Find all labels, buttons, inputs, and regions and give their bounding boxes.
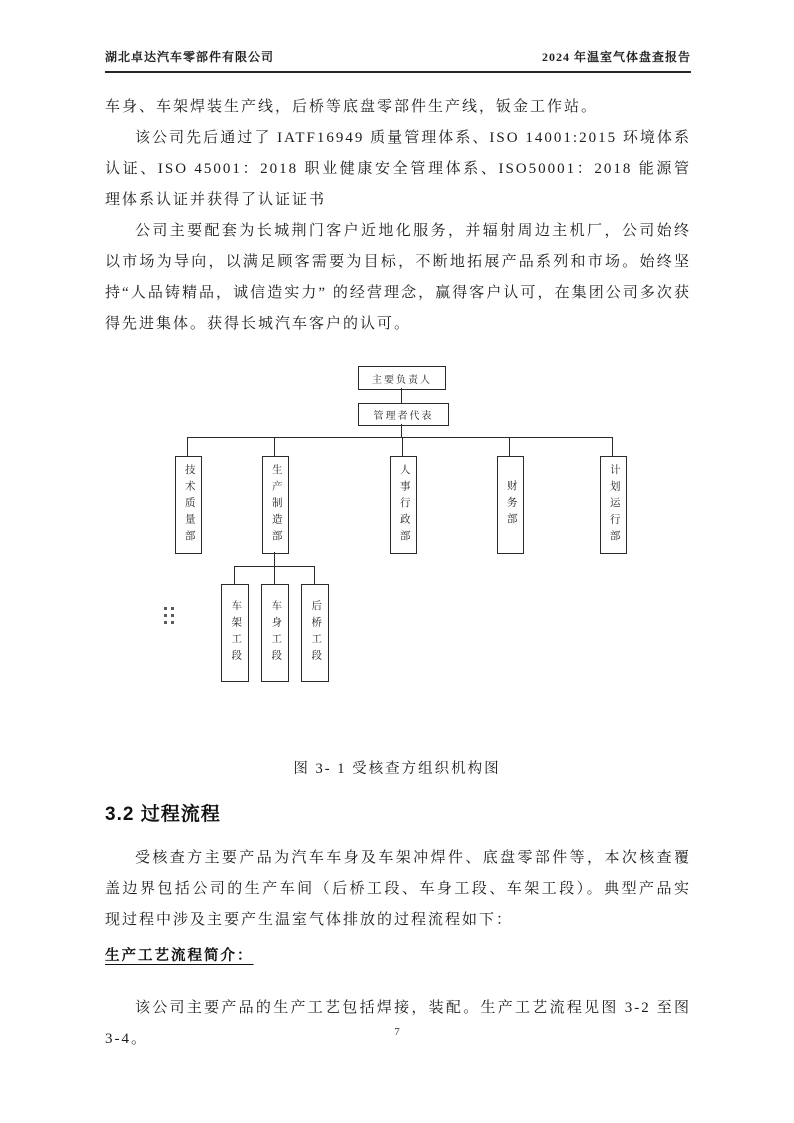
connector-line <box>234 566 235 584</box>
org-box-principal: 主要负责人 <box>358 366 446 390</box>
org-section-box-body <box>261 584 289 682</box>
connector-line <box>187 437 613 438</box>
section-heading: 3.2 过程流程 <box>105 804 221 825</box>
connector-line <box>612 437 613 456</box>
page-header <box>105 48 691 73</box>
paragraph-1: 车身、车架焊装生产线，后桥等底盘零部件生产线，钣金工作站。 <box>105 99 599 115</box>
figure-caption: 图 3- 1 受核查方组织机构图 <box>293 761 501 777</box>
org-dept-box-tech-quality <box>175 456 202 554</box>
connector-line <box>401 424 402 437</box>
org-dept-box-production <box>262 456 289 554</box>
connector-line <box>402 437 403 456</box>
org-box-manager-rep: 管理者代表 <box>358 403 449 426</box>
header-company-name: 湖北卓达汽车零部件有限公司 <box>105 50 275 64</box>
org-dept-box-hr-admin <box>390 456 417 554</box>
header-report-title: 2024 年温室气体盘查报告 <box>541 50 691 64</box>
section-label: 后桥工段 <box>310 600 322 666</box>
paragraph-4: 受核查方主要产品为汽车车身及车架冲焊件、底盘零部件等，本次核查覆盖边界包括公司的生产车间（后桥工段、车身工段、车架工段）。典型产品实现过程中涉及主要产生温室气体排放的过程流程如下： <box>105 850 691 928</box>
connector-line <box>274 552 275 566</box>
ellipsis-dots <box>164 607 174 624</box>
page-number: 7 <box>394 1026 400 1038</box>
intro-paragraphs <box>105 92 691 340</box>
dept-label: 人事行政部 <box>398 463 410 547</box>
connector-line <box>274 437 275 456</box>
dept-label: 计划运行部 <box>608 463 620 547</box>
closing-paragraph <box>105 993 691 1055</box>
connector-line <box>274 566 275 584</box>
dept-label: 生产制造部 <box>270 463 282 547</box>
connector-line <box>187 437 188 456</box>
paragraph-3: 公司主要配套为长城荆门客户近地化服务，并辐射周边主机厂，公司始终以市场为导向，以满足顾客需要为目标，不断地拓展产品系列和市场。始终坚持“人品铸精品，诚信造实力” 的经营理念，赢得客户认可，在集团公司多次获得先进集体。获得长城汽车客户的认可。 <box>105 223 691 332</box>
org-section-box-frame <box>221 584 249 682</box>
connector-line <box>509 437 510 456</box>
subsection-heading: 生产工艺流程简介： <box>105 948 254 964</box>
paragraph-2: 该公司先后通过了 IATF16949 质量管理体系、ISO 14001:2015 环境体系认证、ISO 45001：2018 职业健康安全管理体系、ISO50001：2018 能源管理体系认证并获得了认证证书 <box>105 130 691 208</box>
paragraph-5: 该公司主要产品的生产工艺包括焊接，装配。生产工艺流程见图 3-2 至图 3-4。 <box>105 1000 691 1047</box>
org-dept-box-finance <box>497 456 524 554</box>
section-label: 车架工段 <box>230 600 242 666</box>
section-paragraph <box>105 843 691 936</box>
connector-line <box>314 566 315 584</box>
dept-label: 技术质量部 <box>183 463 195 547</box>
connector-line <box>401 388 402 403</box>
dept-label: 财务部 <box>505 480 517 530</box>
org-dept-box-planning <box>600 456 627 554</box>
org-section-box-rear-axle <box>301 584 329 682</box>
section-label: 车身工段 <box>270 600 282 666</box>
